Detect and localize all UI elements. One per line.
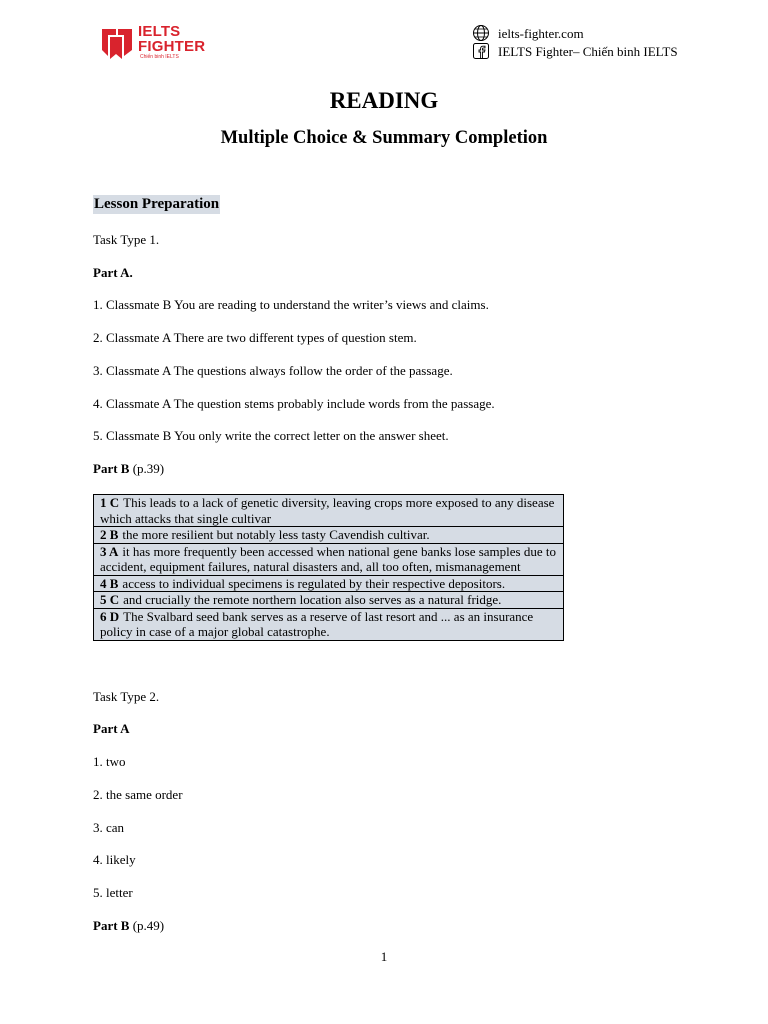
answer-row [94, 544, 563, 576]
contact-info [472, 24, 678, 60]
logo-line-2: FIGHTER [138, 38, 206, 55]
logo-shield-icon [100, 26, 134, 60]
answer-key: 5 C [100, 592, 120, 607]
answer-row [94, 527, 563, 544]
task1-part-b-page: (p.39) [132, 461, 165, 476]
task2-part-a-item: 5. letter [93, 885, 133, 900]
answer-text: access to individual specimens is regulated by their respective depositors. [122, 575, 506, 591]
website-row [472, 24, 678, 42]
task2-label: Task Type 2. [93, 689, 160, 704]
task1-part-a-item: 5. Classmate B You only write the correct letter on the answer sheet. [93, 428, 449, 443]
answer-text: it has more frequently been accessed when national gene banks lose samples due to accident, equipment failures, natural disasters and, all too often, mismanagement [100, 543, 556, 574]
page-title: READING [329, 88, 439, 113]
task1-part-a-label: Part A. [93, 265, 133, 280]
answer-text: This leads to a lack of genetic diversity, leaving crops more exposed to any disease which attacks that single cultivar [100, 495, 555, 526]
answer-key: 2 B [100, 527, 119, 542]
facebook-icon [472, 42, 490, 60]
ielts-fighter-logo [100, 24, 230, 64]
answer-table [93, 494, 564, 641]
answer-key: 4 B [100, 575, 119, 591]
answer-text: the more resilient but notably less tasty Cavendish cultivar. [122, 527, 430, 542]
task1-part-b-label: Part B [93, 461, 130, 476]
facebook-row [472, 42, 678, 60]
answer-key: 1 C [100, 495, 120, 510]
answer-key: 3 A [100, 543, 119, 559]
globe-icon [472, 24, 490, 42]
answer-text: The Svalbard seed bank serves as a reserve of last resort and ... as an insurance policy in case of a major global catastrophe. [100, 608, 534, 639]
facebook-link[interactable]: IELTS Fighter– Chiến binh IELTS [498, 43, 678, 59]
task2-part-b-page: (p.49) [132, 918, 165, 933]
task2-part-a-item: 2. the same order [93, 787, 183, 802]
task1-part-b-heading [93, 461, 164, 477]
page-number: 1 [380, 949, 388, 964]
logo-line-1: IELTS [138, 23, 181, 40]
task2-part-a-item: 3. can [93, 820, 125, 835]
answer-key: 6 D [100, 608, 120, 624]
task1-label: Task Type 1. [93, 232, 160, 247]
answer-row [94, 609, 563, 640]
task1-part-a-item: 2. Classmate A There are two different types of question stem. [93, 330, 417, 345]
task2-part-b-heading [93, 918, 164, 934]
website-link[interactable]: ielts-fighter.com [498, 25, 584, 41]
task2-part-b-label: Part B [93, 918, 130, 933]
page-subtitle: Multiple Choice & Summary Completion [220, 128, 548, 148]
answer-text: and crucially the remote northern location also serves as a natural fridge. [123, 592, 502, 607]
task1-part-a-item: 4. Classmate A The question stems probably include words from the passage. [93, 396, 495, 411]
logo-wordmark [138, 24, 205, 54]
section-heading: Lesson Preparation [94, 196, 220, 212]
logo-tagline: Chiến binh IELTS [140, 54, 179, 60]
task2-part-a-label: Part A [93, 721, 130, 736]
task1-part-a-item: 3. Classmate A The questions always follow the order of the passage. [93, 363, 453, 378]
answer-row [94, 576, 563, 593]
task2-part-a-item: 1. two [93, 754, 126, 769]
answer-row [94, 495, 563, 527]
answer-row [94, 592, 563, 609]
task1-part-a-item: 1. Classmate B You are reading to understand the writer’s views and claims. [93, 297, 489, 312]
task2-part-a-item: 4. likely [93, 852, 136, 867]
